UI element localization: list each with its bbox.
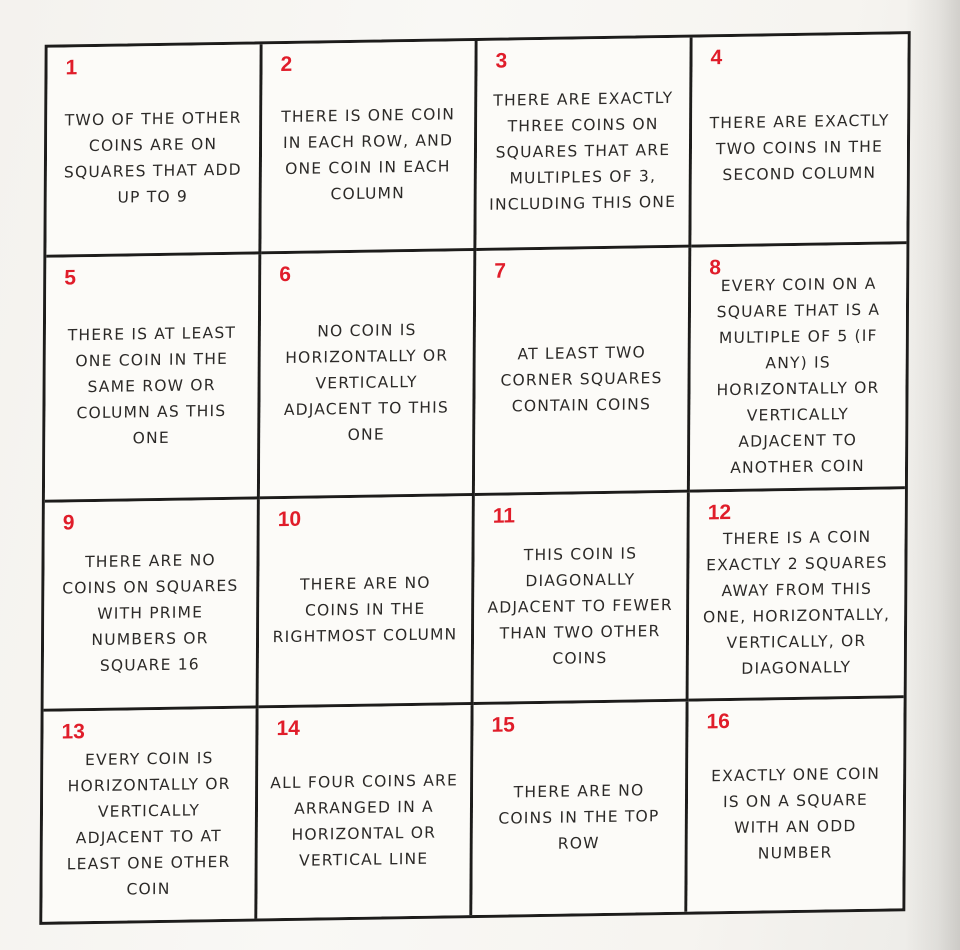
square-number: 11 — [492, 504, 516, 528]
grid-square-3[interactable] — [476, 38, 692, 251]
grid-square-13[interactable] — [42, 709, 258, 922]
square-number: 10 — [277, 507, 302, 531]
square-number: 9 — [62, 510, 75, 535]
square-number: 2 — [280, 52, 293, 77]
square-clue: EVERY COIN ON A SQUARE THAT IS A MULTIPLE OF 5 (IF ANY) IS HORIZONTALLY OR VERTICALLY ADJACENT TO ANOTHER COIN — [716, 274, 881, 477]
grid-square-9[interactable] — [44, 499, 260, 712]
square-clue: THERE IS ONE COIN IN EACH ROW, AND ONE COIN IN EACH COLUMN — [281, 105, 456, 204]
grid-square-15[interactable] — [472, 702, 688, 915]
square-clue: THERE ARE EXACTLY TWO COINS IN THE SECOND COLUMN — [709, 111, 890, 185]
grid-square-6[interactable] — [260, 251, 476, 499]
grid-square-1[interactable] — [46, 44, 262, 257]
grid-square-4[interactable] — [691, 34, 907, 247]
square-clue: THERE IS AT LEAST ONE COIN IN THE SAME ROW OR COLUMN AS THIS ONE — [67, 323, 237, 448]
grid-square-8[interactable] — [690, 244, 906, 492]
grid-square-12[interactable] — [689, 489, 905, 702]
square-clue: THERE IS A COIN EXACTLY 2 SQUARES AWAY FROM THIS ONE, HORIZONTALLY, VERTICALLY, OR DIAGONALLY — [702, 527, 891, 678]
square-clue: NO COIN IS HORIZONTALLY OR VERTICALLY ADJACENT TO THIS ONE — [283, 320, 450, 444]
square-clue: EVERY COIN IS HORIZONTALLY OR VERTICALLY ADJACENT TO AT LEAST ONE OTHER COIN — [66, 749, 231, 899]
square-clue: EXACTLY ONE COIN IS ON A SQUARE WITH AN ODD NUMBER — [711, 764, 881, 863]
square-number: 6 — [279, 262, 292, 286]
grid-square-11[interactable] — [474, 492, 690, 705]
square-number: 3 — [495, 49, 508, 73]
square-number: 14 — [276, 717, 300, 741]
grid-square-16[interactable] — [687, 699, 903, 912]
square-number: 1 — [65, 56, 78, 80]
square-clue: TWO OF THE OTHER COINS ARE ON SQUARES THAT ADD UP TO 9 — [63, 108, 242, 207]
square-number: 5 — [64, 265, 77, 290]
square-number: 16 — [706, 710, 730, 734]
square-clue: THIS COIN IS DIAGONALLY ADJACENT TO FEWER THAN TWO OTHER COINS — [487, 544, 673, 668]
square-number: 7 — [494, 259, 507, 283]
square-number: 13 — [61, 720, 85, 744]
square-clue: THERE ARE NO COINS IN THE TOP ROW — [498, 781, 660, 853]
grid-square-7[interactable] — [475, 247, 691, 495]
square-clue: THERE ARE NO COINS IN THE RIGHTMOST COLUMN — [272, 573, 458, 647]
page-edge-shadow — [905, 0, 960, 950]
square-clue: THERE ARE EXACTLY THREE COINS ON SQUARES THAT ARE MULTIPLES OF 3, INCLUDING THIS ONE — [489, 89, 677, 215]
square-clue: ALL FOUR COINS ARE ARRANGED IN A HORIZONTAL OR VERTICAL LINE — [270, 771, 459, 870]
square-number: 15 — [491, 713, 515, 738]
square-clue: THERE ARE NO COINS ON SQUARES WITH PRIME NUMBERS OR SQUARE 16 — [62, 551, 239, 675]
puzzle-grid — [39, 31, 910, 925]
grid-square-5[interactable] — [45, 254, 261, 502]
grid-square-2[interactable] — [261, 41, 477, 254]
square-number: 8 — [709, 255, 722, 279]
square-clue: AT LEAST TWO CORNER SQUARES CONTAIN COINS — [500, 342, 663, 416]
square-number: 12 — [707, 500, 732, 525]
grid-square-10[interactable] — [259, 496, 475, 709]
square-number: 4 — [710, 46, 723, 70]
grid-square-14[interactable] — [257, 705, 473, 918]
